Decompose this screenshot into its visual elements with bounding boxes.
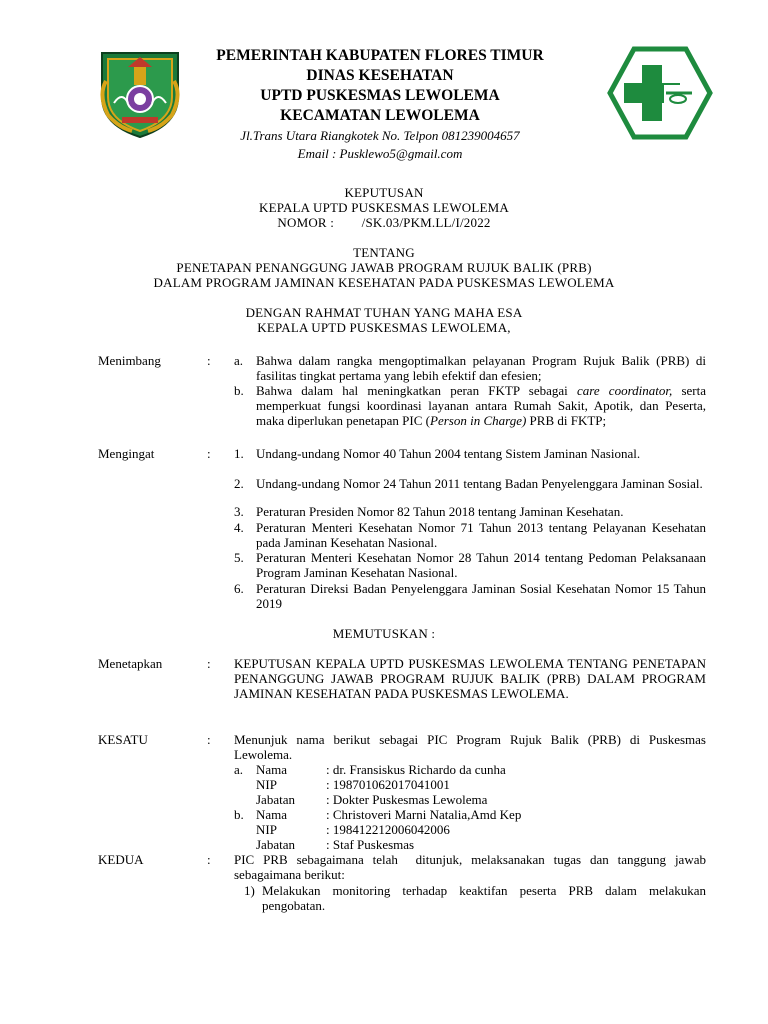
- menetapkan-label: Menetapkan: [98, 656, 163, 671]
- menimbang-label: Menimbang: [98, 353, 161, 368]
- kesatu-text: Menunjuk nama berikut sebagai PIC Program Rujuk Balik (PRB) di Puskesmas Lewolema.: [234, 732, 706, 762]
- mengingat-5-marker: 5.: [234, 550, 244, 565]
- header-district: KECAMATAN LEWOLEMA: [280, 107, 480, 124]
- blessing-line: DENGAN RAHMAT TUHAN YANG MAHA ESA: [245, 305, 523, 320]
- kedua-colon: :: [207, 852, 211, 867]
- mengingat-1-marker: 1.: [234, 446, 244, 461]
- person-a-nama-label: Nama: [256, 762, 288, 777]
- kedua-text: PIC PRB sebagaimana telah ditunjuk, melaksanakan tugas dan tanggung jawab sebagaimana berikut:: [234, 852, 710, 882]
- menetapkan-colon: :: [207, 656, 211, 671]
- mengingat-5-text: Peraturan Menteri Kesehatan Nomor 28 Tahun 2014 tentang Pedoman Pelaksanaan Program Jaminan Kesehatan Nasional.: [256, 550, 706, 580]
- head-line: KEPALA UPTD PUSKESMAS LEWOLEMA,: [257, 320, 511, 335]
- mengingat-label: Mengingat: [98, 446, 155, 461]
- person-b-marker: b.: [234, 807, 244, 822]
- person-a-nama: : dr. Fransiskus Richardo da cunha: [326, 762, 506, 777]
- memutuskan-heading: MEMUTUSKAN :: [332, 626, 436, 641]
- kedua-item-1-marker: 1): [244, 883, 255, 898]
- person-a-jabatan: : Dokter Puskesmas Lewolema: [326, 792, 488, 807]
- about-heading: TENTANG: [353, 245, 415, 260]
- subject-line-1: PENETAPAN PENANGGUNG JAWAB PROGRAM RUJUK BALIK (PRB): [176, 260, 592, 275]
- header-department: DINAS KESEHATAN: [306, 67, 454, 84]
- decree-issuer: KEPALA UPTD PUSKESMAS LEWOLEMA: [258, 200, 510, 215]
- kedua-label: KEDUA: [98, 852, 144, 867]
- header-government: PEMERINTAH KABUPATEN FLORES TIMUR: [216, 47, 544, 64]
- mengingat-6-text: Peraturan Direksi Badan Penyelenggara Jaminan Sosial Kesehatan Nomor 15 Tahun 2019: [256, 581, 706, 611]
- puskesmas-logo-icon: [606, 45, 714, 141]
- mengingat-2-marker: 2.: [234, 476, 244, 491]
- header-email: Email : Pusklewo5@gmail.com: [297, 146, 463, 161]
- person-a-jabatan-label: Jabatan: [256, 792, 295, 807]
- menimbang-b-text: Bahwa dalam hal meningkatkan peran FKTP sebagai care coordinator, serta memperkuat fungsi koordinasi layanan antara Rumah Sakit, Apotik, dan Peserta, maka diperlukan penetapan PIC (Person in Charge) PRB di FKTP;: [256, 383, 706, 428]
- decree-number: NOMOR : /SK.03/PKM.LL/I/2022: [277, 215, 491, 230]
- header-institution: UPTD PUSKESMAS LEWOLEMA: [260, 87, 500, 104]
- menimbang-b-marker: b.: [234, 383, 244, 398]
- mengingat-6-marker: 6.: [234, 581, 244, 596]
- person-b-jabatan: : Staf Puskesmas: [326, 837, 415, 852]
- mengingat-3-marker: 3.: [234, 504, 244, 519]
- person-a-nip: : 198701062017041001: [326, 777, 450, 792]
- kesatu-colon: :: [207, 732, 211, 747]
- person-b-nama: : Christoveri Marni Natalia,Amd Kep: [326, 807, 522, 822]
- mengingat-3-text: Peraturan Presiden Nomor 82 Tahun 2018 tentang Jaminan Kesehatan.: [256, 504, 624, 519]
- person-b-jabatan-label: Jabatan: [256, 837, 295, 852]
- mengingat-colon: :: [207, 446, 211, 461]
- menimbang-a-text: Bahwa dalam rangka mengoptimalkan pelayanan Program Rujuk Balik (PRB) di fasilitas tingkat pertama yang lebih efektif dan efesien;: [256, 353, 706, 383]
- kesatu-label: KESATU: [98, 732, 148, 747]
- decree-title: KEPUTUSAN: [344, 185, 424, 200]
- mengingat-4-marker: 4.: [234, 520, 244, 535]
- person-b-nip-label: NIP: [256, 822, 277, 837]
- person-b-nama-label: Nama: [256, 807, 288, 822]
- mengingat-4-text: Peraturan Menteri Kesehatan Nomor 71 Tahun 2013 tentang Pelayanan Kesehatan pada Jaminan Kesehatan Nasional.: [256, 520, 706, 550]
- kedua-item-1-text: Melakukan monitoring terhadap keaktifan peserta PRB dalam melakukan pengobatan.: [262, 883, 706, 913]
- person-b-nip: : 198412212006042006: [326, 822, 450, 837]
- person-a-marker: a.: [234, 762, 244, 777]
- menetapkan-text: KEPUTUSAN KEPALA UPTD PUSKESMAS LEWOLEMA TENTANG PENETAPAN PENANGGUNG JAWAB PROGRAM RUJUK BALIK (PRB) DALAM PROGRAM JAMINAN KESEHATAN PADA PUSKESMAS LEWOLEMA.: [234, 656, 706, 701]
- subject-line-2: DALAM PROGRAM JAMINAN KESEHATAN PADA PUSKESMAS LEWOLEMA: [153, 275, 615, 290]
- mengingat-2-text: Undang-undang Nomor 24 Tahun 2011 tentang Badan Penyelenggara Jaminan Sosial.: [256, 476, 703, 491]
- header-address: Jl.Trans Utara Riangkotek No. Telpon 081239004657: [240, 128, 520, 143]
- person-a-nip-label: NIP: [256, 777, 277, 792]
- menimbang-a-marker: a.: [234, 353, 244, 368]
- mengingat-1-text: Undang-undang Nomor 40 Tahun 2004 tentang Sistem Jaminan Nasional.: [256, 446, 641, 461]
- menimbang-colon: :: [207, 353, 211, 368]
